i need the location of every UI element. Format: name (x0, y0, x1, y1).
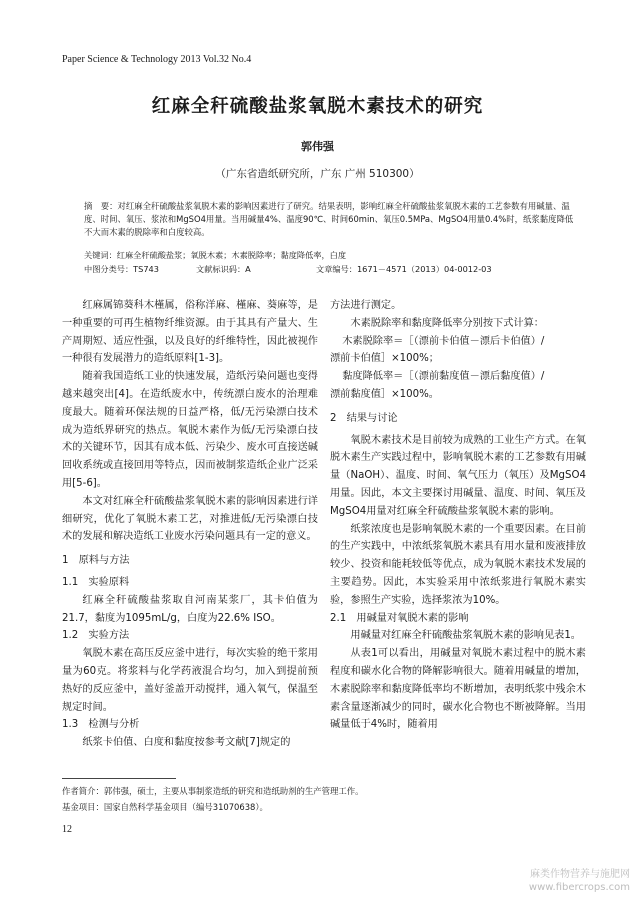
section-heading: 2 结果与讨论 (330, 412, 398, 424)
text-line: 方法进行测定。 (330, 300, 402, 311)
paragraph: 纸浆浓度也是影响氧脱木素的一个重要因素。在目前的生产实践中，中浓纸浆氧脱木素具有用水量和废液排放较少、投资和能耗较低等优点，成为氧脱木素技术发展的主要趋势。因此，本实验采用中浓纸浆进行氧脱木素实验，参照生产实验，选择浆浓为10%。 (330, 523, 586, 606)
right-column (330, 297, 586, 734)
paragraph: 红麻属锦葵科木槿属，俗称洋麻、槿麻、葵麻等，是一种重要的可再生植物纤维资源。由于其具有产量大、生产周期短、适应性强，以及良好的纤维特性，因此被视作一种很有发展潜力的造纸原料[1-3]。 (62, 300, 318, 365)
text-line: 1.3 检测与分析 (62, 719, 140, 731)
clc-number: 中图分类号：TS743 (84, 264, 159, 274)
paragraph: 木素脱除率和黏度降低率分别按下式计算： (350, 317, 544, 329)
page-number: 12 (62, 824, 72, 835)
paper-title: 红麻全秆硫酸盐浆氧脱木素技术的研究 (151, 96, 484, 117)
text-line: 1.2 实验方法 (62, 630, 130, 642)
text-line: 漂前黏度值］×100%。 (330, 388, 439, 400)
left-column (62, 297, 318, 752)
author-name: 郭伟强 (301, 140, 334, 153)
document-code: 文献标识码：A (196, 264, 251, 274)
paragraph: 随着我国造纸工业的快速发展，造纸污染问题也变得越来越突出[4]。在造纸废水中，传统漂白废水的治理难度最大。随着环保法规的日益严格，低/无污染漂白技术成为造纸界研究的热点。氧脱木素作为低/无污染漂白技术的关键环节，因其有成本低、污染少、废水可直接送碱回收系统或直接回用等特点，因而被制浆造纸企业广泛采用[5-6]。 (62, 371, 318, 489)
footnote-rule (62, 778, 176, 779)
paragraph: 氧脱木素在高压反应釜中进行，每次实验的绝干浆用量为60克。将浆料与化学药液混合均匀，加入到提前预热好的反应釜中，盖好釜盖开动搅拌，通入氧气，保温至规定时间。 (62, 648, 318, 713)
paragraph: 纸浆卡伯值、白度和黏度按参考文献[7]规定的 (82, 737, 291, 749)
text-line: 2.1 用碱量对氧脱木素的影响 (330, 612, 469, 624)
watermark-line-1: 麻类作物营养与施肥网 (530, 869, 630, 880)
text-line: 1.1 实验原料 (62, 576, 130, 588)
journal-header: Paper Science & Technology 2013 Vol.32 No.4 (62, 54, 252, 65)
paragraph: 从表1可以看出，用碱量对氧脱木素过程中的脱木素程度和碳水化合物的降解影响很大。随着用碱量的增加，木素脱除率和黏度降低率均不断增加，表明纸浆中残余木素含量逐渐减少的同时，碳水化合物也不断被降解。当用碱量低于4%时，随着用 (330, 648, 586, 731)
formula-line: 木素脱除率＝［（漂前卡伯值－漂后卡伯值）/ (342, 335, 545, 347)
affiliation: （广东省造纸研究所，广东 广州 510300） (215, 168, 420, 180)
footnote-author: 作者简介：郭伟强，硕士，主要从事制浆造纸的研究和造纸助剂的生产管理工作。 (62, 786, 364, 796)
formula-line: 黏度降低率＝［（漂前黏度值－漂后黏度值）/ (342, 371, 545, 383)
watermark-line-2: www.fibercrops.com (528, 882, 630, 893)
paragraph: 本文对红麻全秆硫酸盐浆氧脱木素的影响因素进行详细研究，优化了氧脱木素工艺，对推进低/无污染漂白技术的发展和解决造纸工业废水污染问题具有一定的意义。 (62, 495, 318, 543)
article-number: 文章编号：1671－4571（2013）04-0012-03 (316, 264, 492, 274)
abstract: 摘 要：对红麻全秆硫酸盐浆氧脱木素的影响因素进行了研究。结果表明，影响红麻全秆硫酸盐浆氧脱木素的工艺参数有用碱量、温度、时间、氧压、浆浓和MgSO4用量。当用碱量4%、温度90℃、时间60min、氧压0.5MPa、MgSO4用量0.4%时，纸浆黏度降低不大而木素的脱除率和白度较高。 (84, 201, 574, 237)
watermark (470, 868, 630, 894)
footnotes (62, 784, 582, 815)
section-heading: 1 原料与方法 (62, 555, 130, 567)
paragraph: 红麻全秆硫酸盐浆取自河南某浆厂，其卡伯值为21.7，黏度为1095mL/g，白度为22.6% ISO。 (62, 594, 318, 624)
text-line: 漂前卡伯值］×100%； (330, 353, 439, 365)
footnote-fund: 基金项目：国家自然科学基金项目（编号31070638）。 (62, 801, 268, 812)
paragraph: 用碱量对红麻全秆硫酸盐浆氧脱木素的影响见表1。 (350, 630, 581, 642)
keywords: 关键词：红麻全秆硫酸盐浆；氧脱木素；木素脱除率；黏度降低率，白度 (84, 250, 347, 260)
paragraph: 氧脱木素技术是目前较为成熟的工业生产方式。在氧脱木素生产实践过程中，影响氧脱木素的工艺参数有用碱量（NaOH）、温度、时间、氧气压力（氧压）及MgSO4用量。因此，本文主要探讨用碱量、温度、时间、氧压及MgSO4用量对红麻全秆硫酸盐浆氧脱木素的影响。 (330, 434, 586, 517)
